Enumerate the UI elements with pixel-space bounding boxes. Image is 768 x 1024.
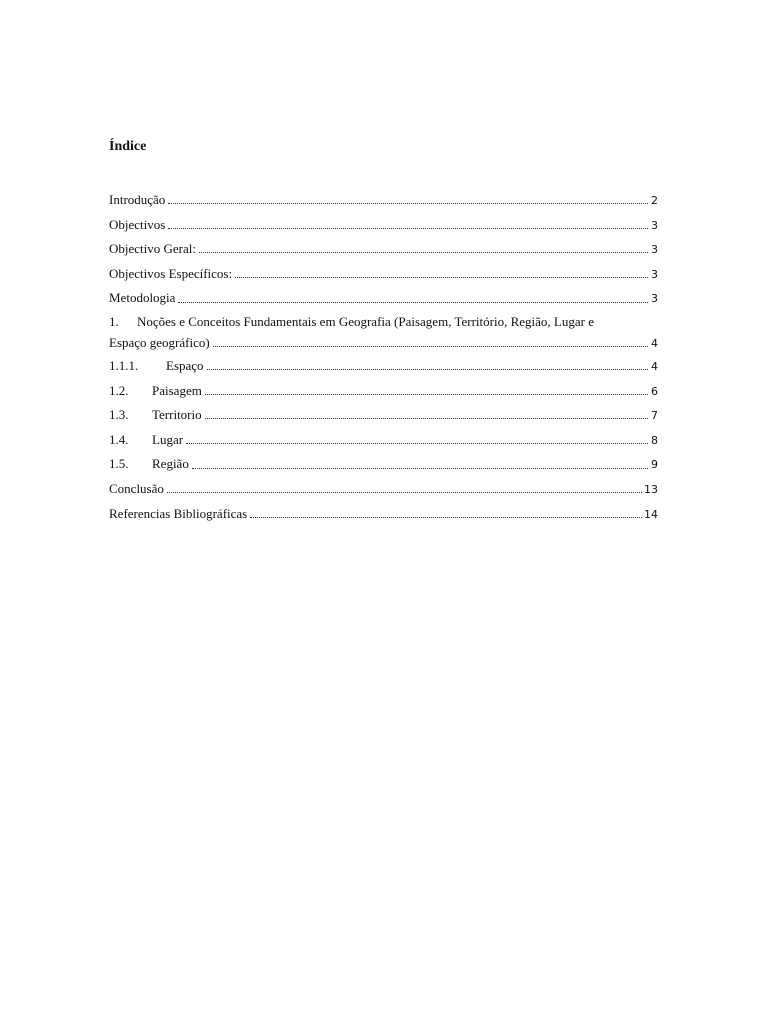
toc-entry-page: 9 [651, 458, 658, 472]
toc-entry-label: Territorio [152, 407, 202, 423]
dot-leader [250, 509, 642, 519]
dot-leader [199, 244, 648, 254]
toc-entry-label: Noções e Conceitos Fundamentais em Geografia (Paisagem, Território, Região, Lugar e [137, 313, 594, 329]
toc-entry-page: 3 [651, 292, 658, 306]
toc-entry-conclusao[interactable] [109, 477, 658, 502]
toc-entry-label: Objectivos [109, 216, 166, 232]
toc-entry-label: Introdução [109, 192, 166, 207]
toc-entry-lugar[interactable] [109, 428, 658, 453]
toc-entry-label: Objectivo Geral: [109, 241, 196, 257]
toc-entry-first-line [109, 311, 658, 332]
toc-entry-page: 3 [651, 243, 658, 257]
toc-entry-page: 6 [651, 384, 658, 398]
dot-leader [207, 361, 648, 371]
toc-entry-number: 1.1.1. [109, 357, 139, 373]
toc-entry-label: Objectivos Específicos: [109, 265, 233, 281]
dot-leader [235, 269, 648, 279]
toc-entry-page: 2 [651, 194, 658, 207]
dot-leader [205, 386, 648, 396]
toc-entry-territorio[interactable] [109, 403, 658, 428]
toc-entry-page: 4 [651, 359, 658, 373]
toc-entry-referencias[interactable] [109, 502, 658, 527]
dot-leader [205, 410, 648, 420]
dot-leader [178, 294, 648, 304]
dot-leader [167, 484, 642, 494]
toc-entry-label-continued: Espaço geográfico) [109, 334, 210, 350]
toc-entry-page: 3 [651, 218, 658, 232]
toc-entry-objectivos[interactable] [109, 213, 658, 238]
toc-entry-number: 1.2. [109, 382, 129, 398]
toc-entry-number: 1.4. [109, 431, 129, 447]
toc-entry-espaco[interactable] [109, 354, 658, 379]
table-of-contents [109, 188, 658, 526]
toc-entry-regiao[interactable] [109, 452, 658, 477]
toc-entry-page: 7 [651, 409, 658, 423]
toc-entry-metodologia[interactable] [109, 286, 658, 311]
toc-entry-label: Paisagem [152, 382, 202, 398]
toc-entry-objectivo-geral[interactable] [109, 237, 658, 262]
dot-leader [168, 195, 648, 205]
toc-entry-page: 14 [644, 507, 658, 521]
toc-entry-nocoes-conceitos[interactable] [109, 311, 658, 354]
toc-title: Índice [109, 139, 147, 154]
toc-entry-objectivos-especificos[interactable] [109, 262, 658, 287]
dot-leader [168, 220, 648, 230]
toc-entry-label: Espaço [166, 357, 204, 373]
dot-leader [213, 338, 648, 348]
toc-entry-page: 3 [651, 267, 658, 281]
toc-entry-label: Lugar [152, 431, 184, 447]
toc-entry-number: 1. [109, 313, 119, 329]
toc-entry-page: 13 [644, 482, 658, 496]
toc-entry-second-line [109, 332, 658, 354]
toc-entry-label: Referencias Bibliográficas [109, 505, 248, 521]
dot-leader [192, 460, 648, 470]
toc-entry-page: 8 [651, 433, 658, 447]
toc-entry-paisagem[interactable] [109, 379, 658, 404]
toc-entry-number: 1.5. [109, 456, 129, 472]
dot-leader [186, 435, 648, 445]
toc-entry-introducao[interactable] [109, 188, 658, 213]
toc-entry-label: Metodologia [109, 290, 176, 306]
toc-entry-page: 4 [651, 336, 658, 350]
toc-entry-label: Região [152, 456, 189, 472]
toc-entry-label: Conclusão [109, 480, 164, 496]
toc-entry-number: 1.3. [109, 407, 129, 423]
